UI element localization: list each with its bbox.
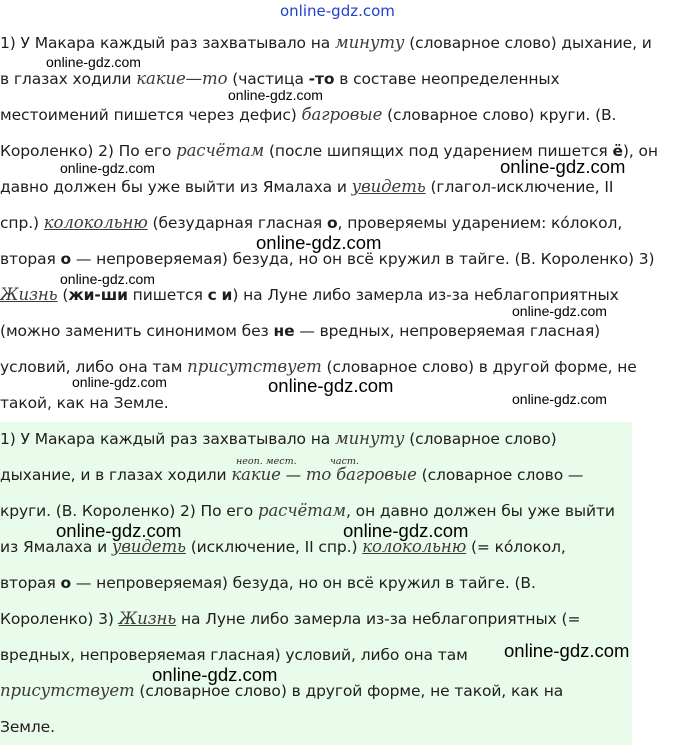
text-run: 1) У Макара каждый раз захватывало на <box>0 430 336 448</box>
watermark-text: online-gdz.com <box>56 520 182 541</box>
text-run: в глазах ходили <box>0 70 137 88</box>
answer-line <box>0 572 536 594</box>
handwritten-word: какие <box>231 465 281 484</box>
text-run: (словарное слово — <box>416 466 584 484</box>
annotation-pronoun: неоп. мест. <box>236 456 297 467</box>
text-run: — непроверяемая) безуда, но он всё кружил в тайге. (В. <box>71 574 536 592</box>
text-run: (частица <box>227 70 309 88</box>
watermark-text: online-gdz.com <box>256 232 382 253</box>
text-run: (словарное слово) круги. (В. <box>382 106 617 124</box>
handwritten-word: то <box>305 465 332 484</box>
text-run: дыхание, и в глазах ходили <box>0 466 232 484</box>
text-run: ), он <box>622 142 658 160</box>
task-line <box>0 32 652 54</box>
task-line <box>0 392 169 414</box>
handwritten-word: увидеть <box>351 177 426 196</box>
bold-text: о <box>60 250 72 268</box>
text-run: на Луне либо замерла из-за неблагоприятных (= <box>176 610 581 628</box>
text-run: , проверяемы ударением: ко́локол, <box>337 214 623 232</box>
bold-text: и <box>221 286 233 304</box>
handwritten-word: минуту <box>335 33 405 52</box>
bold-text: ё <box>612 142 623 160</box>
text-run: ( <box>57 286 69 304</box>
text-run: вторая <box>0 574 61 592</box>
text-run: спр.) <box>0 214 44 232</box>
answer-line <box>0 500 615 522</box>
watermark-text: online-gdz.com <box>512 391 607 407</box>
text-run: (глагол-исключение, II <box>425 178 614 196</box>
bold-text: о <box>326 214 338 232</box>
handwritten-word: присутствует <box>0 681 135 700</box>
answer-block <box>0 422 632 745</box>
text-run: круги. (В. Короленко) 2) По его <box>0 502 258 520</box>
task-line <box>0 212 622 234</box>
text-run: (можно заменить синонимом без <box>0 322 274 340</box>
handwritten-word: багровые <box>336 465 417 484</box>
handwritten-word: Жизнь <box>0 285 58 304</box>
text-run: Короленко) 3) <box>0 610 119 628</box>
handwritten-word: багровые <box>301 105 383 124</box>
text-run: из Ямалаха и <box>0 538 112 556</box>
text-run: 1) У Макара каждый раз захватывало на <box>0 34 336 52</box>
watermark-text: online-gdz.com <box>500 156 626 177</box>
text-run: давно должен бы уже выйти из Ямалаха и <box>0 178 352 196</box>
bold-text: -то <box>308 70 335 88</box>
text-run: — вредных, непроверяемая гласная) <box>294 322 601 340</box>
annotation-particle: част. <box>330 456 359 467</box>
text-run: Земле. <box>0 718 55 736</box>
answer-line <box>0 428 557 450</box>
handwritten-word: колокольню <box>43 213 148 232</box>
site-logo[interactable]: online-gdz.com <box>280 2 395 20</box>
text-run: (словарное слово) в другой форме, не такой, как на <box>134 682 564 700</box>
bold-text: не <box>273 322 295 340</box>
handwritten-word: колокольню <box>362 537 467 556</box>
text-run: вредных, непроверяемая гласная) условий, либо она там <box>0 646 468 664</box>
task-line <box>0 320 600 342</box>
handwritten-word: расчётам <box>257 501 347 520</box>
handwritten-word: расчётам <box>176 141 265 160</box>
answer-line <box>0 608 580 630</box>
watermark-text: online-gdz.com <box>72 374 167 390</box>
handwritten-word: присутствует <box>187 357 322 376</box>
watermark-text: online-gdz.com <box>46 54 141 70</box>
text-run: в составе неопределенных <box>334 70 560 88</box>
answer-line <box>0 680 563 702</box>
text-run: ) на Луне либо замерла из-за неблагоприятных <box>232 286 619 304</box>
watermark-text: online-gdz.com <box>343 520 469 541</box>
task-line <box>0 104 616 126</box>
text-run: , он давно должен бы уже выйти <box>346 502 615 520</box>
text-run: (словарное слово) <box>404 430 557 448</box>
watermark-text: online-gdz.com <box>152 664 278 685</box>
text-run: (исключение, II спр.) <box>185 538 363 556</box>
bold-text: с <box>207 286 217 304</box>
watermark-text: online-gdz.com <box>60 160 155 176</box>
text-run: (безударная гласная <box>147 214 327 232</box>
watermark-text: online-gdz.com <box>60 271 155 287</box>
text-run: пишется <box>127 286 208 304</box>
text-run: (словарное слово) дыхание, и <box>404 34 652 52</box>
text-run: вторая <box>0 250 61 268</box>
watermark-text: online-gdz.com <box>512 303 607 319</box>
text-run: (после шипящих под ударением пишется <box>264 142 613 160</box>
text-run: — непроверяемая) безуда, но он всё кружил в тайге. (В. Короленко) 3) <box>71 250 655 268</box>
text-run: такой, как на Земле. <box>0 394 169 412</box>
task-line <box>0 176 613 198</box>
answer-line <box>0 716 55 738</box>
watermark-text: online-gdz.com <box>268 375 394 396</box>
answer-line <box>0 464 583 486</box>
bold-text: о <box>60 574 72 592</box>
handwritten-word: увидеть <box>111 537 186 556</box>
text-run: (= ко́локол, <box>466 538 566 556</box>
text-run: (словарное слово) в другой форме, не <box>321 358 637 376</box>
answer-line <box>0 644 468 666</box>
watermark-text: online-gdz.com <box>504 640 630 661</box>
text-run: Короленко) 2) По его <box>0 142 177 160</box>
text-run: местоимений пишется через дефис) <box>0 106 302 124</box>
text-run: — <box>280 466 306 484</box>
handwritten-word: какие—то <box>136 69 228 88</box>
handwritten-word: минуту <box>335 429 405 448</box>
text-run: условий, либо она там <box>0 358 188 376</box>
handwritten-word: Жизнь <box>118 609 177 628</box>
watermark-text: online-gdz.com <box>228 87 323 103</box>
bold-text: жи-ши <box>68 286 128 304</box>
